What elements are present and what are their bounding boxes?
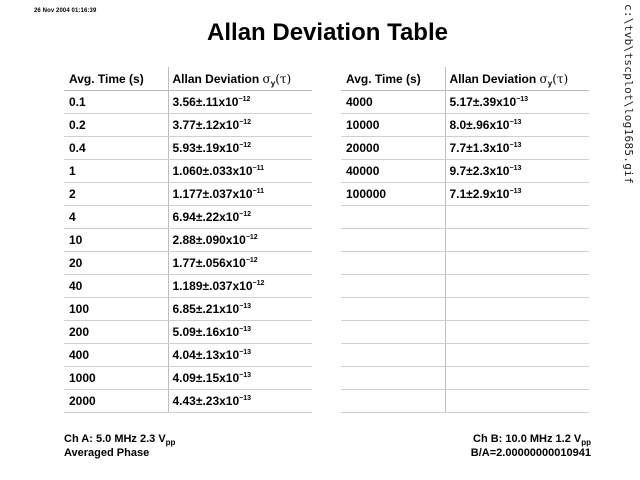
table-row bbox=[341, 344, 589, 367]
allan-deviation-cell bbox=[168, 91, 312, 114]
exponent: −12 bbox=[239, 211, 252, 218]
avg-time-cell: 10 bbox=[64, 229, 168, 252]
allan-deviation-cell bbox=[445, 321, 589, 344]
table-row bbox=[341, 367, 589, 390]
allan-deviation-table-left bbox=[64, 67, 312, 413]
avg-time-cell: 1 bbox=[64, 160, 168, 183]
allan-deviation-cell bbox=[445, 160, 589, 183]
table-row bbox=[341, 114, 589, 137]
channel-a-vpp-subscript: pp bbox=[165, 438, 176, 447]
allan-deviation-cell bbox=[168, 344, 312, 367]
allan-deviation-cell bbox=[168, 275, 312, 298]
avg-time-cell bbox=[341, 275, 445, 298]
table-row bbox=[64, 229, 312, 252]
sigma-subscript: y bbox=[270, 78, 276, 88]
table-row bbox=[64, 344, 312, 367]
table-row bbox=[64, 298, 312, 321]
table-row bbox=[64, 183, 312, 206]
exponent: −13 bbox=[509, 142, 522, 149]
column-header-adev-text: Allan Deviation bbox=[172, 71, 263, 86]
exponent: −11 bbox=[252, 188, 264, 195]
table-row bbox=[64, 390, 312, 413]
allan-deviation-value: 6.94±.22x10 bbox=[172, 210, 240, 224]
channel-a-info bbox=[64, 432, 175, 460]
column-header-allan-deviation bbox=[445, 67, 589, 91]
avg-time-cell: 40000 bbox=[341, 160, 445, 183]
allan-deviation-value: 1.060±.033x10 bbox=[172, 164, 253, 178]
table-row bbox=[341, 183, 589, 206]
exponent: −12 bbox=[252, 280, 265, 287]
avg-time-cell: 0.2 bbox=[64, 114, 168, 137]
avg-time-cell: 200 bbox=[64, 321, 168, 344]
exponent: −13 bbox=[239, 349, 252, 356]
allan-deviation-value: 1.177±.037x10 bbox=[172, 187, 253, 201]
avg-time-cell: 100000 bbox=[341, 183, 445, 206]
allan-deviation-cell bbox=[168, 390, 312, 413]
allan-deviation-value: 3.77±.12x10 bbox=[172, 118, 240, 132]
avg-time-cell: 400 bbox=[64, 344, 168, 367]
allan-deviation-value: 1.189±.037x10 bbox=[172, 279, 253, 293]
allan-deviation-cell bbox=[445, 229, 589, 252]
table-row bbox=[341, 137, 589, 160]
allan-deviation-value: 8.0±.96x10 bbox=[449, 118, 510, 132]
avg-time-cell bbox=[341, 367, 445, 390]
file-path-label: c:\tvb\tscplot\log1685.gif bbox=[622, 4, 635, 184]
channel-b-line bbox=[471, 432, 591, 446]
allan-deviation-cell bbox=[168, 183, 312, 206]
allan-deviation-cell bbox=[445, 183, 589, 206]
avg-time-cell: 4000 bbox=[341, 91, 445, 114]
channel-b-info bbox=[471, 432, 591, 460]
exponent: −11 bbox=[252, 165, 264, 172]
allan-deviation-cell bbox=[168, 114, 312, 137]
allan-deviation-cell bbox=[445, 91, 589, 114]
sigma-subscript: y bbox=[547, 78, 553, 88]
table-header-row bbox=[341, 67, 589, 91]
allan-deviation-value: 9.7±2.3x10 bbox=[449, 164, 510, 178]
avg-time-cell bbox=[341, 298, 445, 321]
table-row bbox=[341, 160, 589, 183]
allan-deviation-value: 3.56±.11x10 bbox=[172, 95, 239, 109]
allan-deviation-value: 4.04±.13x10 bbox=[172, 348, 240, 362]
avg-time-cell: 10000 bbox=[341, 114, 445, 137]
allan-deviation-cell bbox=[445, 252, 589, 275]
channel-b-text: Ch B: 10.0 MHz 1.2 V bbox=[473, 433, 582, 445]
avg-time-cell: 0.4 bbox=[64, 137, 168, 160]
allan-deviation-value: 5.93±.19x10 bbox=[172, 141, 240, 155]
exponent: −13 bbox=[516, 96, 529, 103]
avg-time-cell bbox=[341, 321, 445, 344]
table-row bbox=[64, 321, 312, 344]
allan-deviation-cell bbox=[168, 137, 312, 160]
allan-deviation-cell bbox=[445, 390, 589, 413]
table-row bbox=[341, 298, 589, 321]
allan-deviation-cell bbox=[445, 298, 589, 321]
column-header-avg-time: Avg. Time (s) bbox=[341, 67, 445, 91]
table-row bbox=[64, 160, 312, 183]
allan-deviation-cell bbox=[168, 160, 312, 183]
avg-time-cell bbox=[341, 229, 445, 252]
page-title: Allan Deviation Table bbox=[207, 19, 448, 46]
exponent: −13 bbox=[239, 372, 252, 379]
avg-time-cell: 20000 bbox=[341, 137, 445, 160]
allan-deviation-value: 7.1±2.9x10 bbox=[449, 187, 510, 201]
sigma-symbol: σ bbox=[539, 71, 548, 86]
allan-deviation-value: 2.88±.090x10 bbox=[172, 233, 246, 247]
allan-deviation-cell bbox=[168, 206, 312, 229]
allan-deviation-value: 4.43±.23x10 bbox=[172, 394, 240, 408]
allan-deviation-value: 1.77±.056x10 bbox=[172, 256, 246, 270]
avg-time-cell: 0.1 bbox=[64, 91, 168, 114]
exponent: −13 bbox=[509, 165, 522, 172]
avg-time-cell bbox=[341, 390, 445, 413]
table-row bbox=[341, 390, 589, 413]
allan-deviation-cell bbox=[168, 229, 312, 252]
avg-time-cell: 4 bbox=[64, 206, 168, 229]
table-row bbox=[341, 91, 589, 114]
avg-time-cell: 1000 bbox=[64, 367, 168, 390]
allan-deviation-cell bbox=[168, 367, 312, 390]
table-row bbox=[64, 206, 312, 229]
table-row bbox=[341, 321, 589, 344]
exponent: −12 bbox=[239, 119, 252, 126]
exponent: −13 bbox=[239, 303, 252, 310]
allan-deviation-cell bbox=[168, 321, 312, 344]
exponent: −13 bbox=[509, 188, 522, 195]
exponent: −13 bbox=[509, 119, 522, 126]
column-header-adev-text: Allan Deviation bbox=[449, 71, 540, 86]
ratio-label: B/A=2.00000000010941 bbox=[470, 447, 591, 459]
table-row bbox=[64, 137, 312, 160]
exponent: −12 bbox=[239, 142, 252, 149]
table-row bbox=[341, 275, 589, 298]
channel-a-text: Ch A: 5.0 MHz 2.3 V bbox=[64, 433, 166, 445]
allan-deviation-value: 5.09±.16x10 bbox=[172, 325, 240, 339]
allan-deviation-cell bbox=[445, 367, 589, 390]
column-header-avg-time: Avg. Time (s) bbox=[64, 67, 168, 91]
tau-symbol: (τ) bbox=[552, 71, 569, 86]
table-row bbox=[341, 206, 589, 229]
avg-time-cell: 2000 bbox=[64, 390, 168, 413]
exponent: −13 bbox=[239, 326, 252, 333]
exponent: −12 bbox=[238, 96, 251, 103]
avg-time-cell bbox=[341, 252, 445, 275]
table-row bbox=[64, 252, 312, 275]
table-row bbox=[64, 367, 312, 390]
averaged-phase-label: Averaged Phase bbox=[64, 447, 150, 459]
avg-time-cell: 2 bbox=[64, 183, 168, 206]
sigma-symbol: σ bbox=[262, 71, 271, 86]
allan-deviation-cell bbox=[445, 344, 589, 367]
avg-time-cell bbox=[341, 206, 445, 229]
timestamp: 26 Nov 2004 01:16:39 bbox=[34, 8, 97, 14]
exponent: −12 bbox=[245, 257, 258, 264]
allan-deviation-table-right bbox=[341, 67, 589, 413]
allan-deviation-cell bbox=[168, 252, 312, 275]
table-row bbox=[64, 275, 312, 298]
avg-time-cell: 40 bbox=[64, 275, 168, 298]
allan-deviation-cell bbox=[445, 275, 589, 298]
table-row bbox=[64, 114, 312, 137]
exponent: −13 bbox=[239, 395, 252, 402]
allan-deviation-cell bbox=[168, 298, 312, 321]
tau-symbol: (τ) bbox=[275, 71, 292, 86]
allan-deviation-value: 5.17±.39x10 bbox=[449, 95, 517, 109]
table-header-row bbox=[64, 67, 312, 91]
avg-time-cell: 100 bbox=[64, 298, 168, 321]
allan-deviation-cell bbox=[445, 114, 589, 137]
channel-b-vpp-subscript: pp bbox=[581, 438, 591, 447]
allan-deviation-cell bbox=[445, 137, 589, 160]
allan-deviation-value: 6.85±.21x10 bbox=[172, 302, 240, 316]
allan-deviation-cell bbox=[445, 206, 589, 229]
allan-deviation-value: 4.09±.15x10 bbox=[172, 371, 240, 385]
channel-a-line bbox=[64, 432, 175, 446]
table-row bbox=[64, 91, 312, 114]
avg-time-cell: 20 bbox=[64, 252, 168, 275]
allan-deviation-value: 7.7±1.3x10 bbox=[449, 141, 510, 155]
table-row bbox=[341, 229, 589, 252]
table-row bbox=[341, 252, 589, 275]
column-header-allan-deviation bbox=[168, 67, 312, 91]
exponent: −12 bbox=[245, 234, 258, 241]
avg-time-cell bbox=[341, 344, 445, 367]
